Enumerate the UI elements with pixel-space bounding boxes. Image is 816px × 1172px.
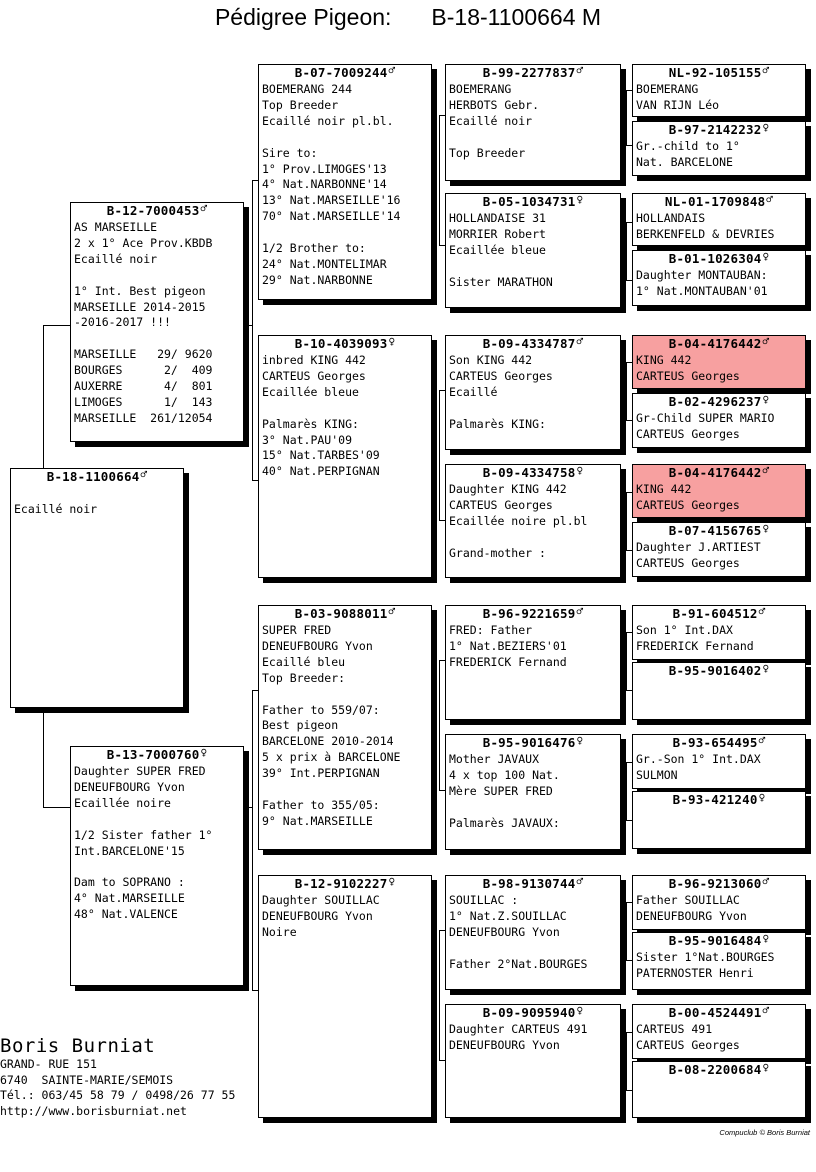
sex-symbol: ♂: [576, 335, 584, 348]
breeder-website-link[interactable]: http://www.borisburniat.net: [0, 1104, 187, 1119]
pedigree-card-gen4: [632, 875, 806, 930]
ring-number: B-93-654495: [672, 735, 758, 750]
ring-number: B-09-4334787: [482, 336, 576, 351]
sex-symbol: ♂: [766, 193, 774, 206]
ring-number: B-02-4296237: [668, 394, 762, 409]
pedigree-card-gen4: [632, 605, 806, 660]
card-text: SUPER FRED DENEUFBOURG Yvon Ecaillé bleu Top Breeder: Father to 559/07: Best pigeon BARCELONE 2010-2014 5 x prix à BARCELONE 39° Int.PERPIGNAN Father to 355/05: 9° Nat.MARSEILLE: [262, 623, 401, 828]
pedigree-card-gen4: [632, 64, 806, 117]
pedigree-card-gen4: [632, 522, 806, 577]
card-text: Ecaillé noir: [14, 501, 98, 516]
connector: [43, 325, 44, 473]
card-text: Gr.-Son 1° Int.DAX SULMON: [636, 752, 761, 782]
connector: [439, 660, 440, 790]
card-text: BOEMERANG 244 Top Breeder Ecaillé noir pl.bl. Sire to: 1° Prov.LIMOGES'13 4° Nat.NARBONNE'14 13° Nat.MARSEILLE'16 70° Nat.MARSEILLE'14 1/2 Brother to: 24° Nat.MONTELIMAR 29° Nat.NARBONNE: [262, 82, 401, 287]
pedigree-card-gen4: [632, 662, 806, 720]
pedigree-card-gen3: [445, 1004, 621, 1118]
card-text: Father SOUILLAC DENEUFBOURG Yvon: [636, 893, 747, 923]
ring-number: B-97-2142232: [668, 122, 762, 137]
sex-symbol: ♀: [576, 734, 584, 747]
card-text: Gr.-child to 1° Nat. BARCELONE: [636, 139, 740, 169]
sex-symbol: ♀: [388, 875, 396, 888]
sex-symbol: ♀: [576, 1004, 584, 1017]
ring-number: B-08-2200684: [668, 1062, 762, 1077]
card-text: Daughter CARTEUS 491 DENEUFBOURG Yvon: [449, 1022, 588, 1052]
card-text: Son KING 442 CARTEUS Georges Ecaillé Palmarès KING:: [449, 353, 553, 431]
card-text: Daughter KING 442 CARTEUS Georges Ecaillée noire pl.bl Grand-mother :: [449, 482, 588, 560]
card-text: KING 442 CARTEUS Georges: [636, 482, 740, 512]
card-text: Daughter J.ARTIEST CARTEUS Georges: [636, 540, 761, 570]
pedigree-card-gen4: [632, 193, 806, 246]
pedigree-card-gen2: [258, 64, 432, 300]
connector: [252, 690, 253, 990]
ring-number: B-03-9088011: [294, 606, 388, 621]
pedigree-card-sire: [70, 202, 244, 442]
pedigree-card-gen4-highlighted: [632, 335, 806, 389]
card-text: Gr-Child SUPER MARIO CARTEUS Georges: [636, 411, 775, 441]
ring-number: B-07-7009244: [294, 65, 388, 80]
ring-number: B-13-7000760: [106, 747, 200, 762]
footer-credit: Compuclub © Boris Burniat: [719, 1128, 810, 1137]
sex-symbol: ♂: [762, 464, 770, 477]
title-label: Pédigree Pigeon:: [214, 4, 392, 30]
ring-number: B-95-9016484: [668, 933, 762, 948]
ring-number: NL-92-105155: [668, 65, 762, 80]
card-text: BOEMERANG HERBOTS Gebr. Ecaillé noir Top Breeder: [449, 82, 540, 160]
pedigree-card-gen2: [258, 875, 432, 1118]
pedigree-card-gen2: [258, 335, 432, 578]
ring-number: B-09-4334758: [482, 465, 576, 480]
breeder-name: Boris Burniat: [0, 1035, 156, 1057]
breeder-address-street: GRAND- RUE 151: [0, 1057, 97, 1071]
pedigree-card-gen4-highlighted: [632, 464, 806, 518]
sex-symbol: ♀: [576, 464, 584, 477]
sex-symbol: ♀: [758, 791, 766, 804]
connector: [243, 807, 253, 808]
pedigree-card-gen4: [632, 393, 806, 448]
sex-symbol: ♂: [576, 605, 584, 618]
pedigree-card-gen3: [445, 734, 621, 850]
ring-number: NL-01-1709848: [664, 194, 766, 209]
title-ring: B-18-1100664 M: [431, 4, 602, 30]
ring-number: B-99-2277837: [482, 65, 576, 80]
sex-symbol: ♂: [576, 875, 584, 888]
sex-symbol: ♂: [200, 202, 208, 215]
card-text: Daughter MONTAUBAN: 1° Nat.MONTAUBAN'01: [636, 268, 768, 298]
sex-symbol: ♂: [576, 64, 584, 77]
ring-number: B-98-9130744: [482, 876, 576, 891]
ring-number: B-12-7000453: [106, 203, 200, 218]
sex-symbol: ♀: [762, 393, 770, 406]
ring-number: B-95-9016476: [482, 735, 576, 750]
sex-symbol: ♂: [140, 468, 148, 481]
pedigree-card-gen2: [258, 605, 432, 850]
sex-symbol: ♀: [762, 250, 770, 263]
sex-symbol: ♀: [200, 746, 208, 759]
pedigree-card-dam: [70, 746, 244, 986]
connector: [626, 90, 627, 145]
pedigree-card-gen3: [445, 464, 621, 578]
pedigree-card-gen4: [632, 734, 806, 789]
connector: [626, 902, 627, 960]
ring-number: B-12-9102227: [294, 876, 388, 891]
connector: [626, 632, 627, 690]
sex-symbol: ♂: [762, 64, 770, 77]
sex-symbol: ♂: [388, 64, 396, 77]
pedigree-card-gen3: [445, 193, 621, 308]
sex-symbol: ♀: [762, 121, 770, 134]
sex-symbol: ♂: [762, 875, 770, 888]
ring-number: B-00-4524491: [668, 1005, 762, 1020]
card-text: BOEMERANG VAN RIJN Léo: [636, 82, 720, 112]
sex-symbol: ♀: [762, 1061, 770, 1074]
connector: [626, 1032, 627, 1090]
card-text: Daughter SUPER FRED DENEUFBOURG Yvon Ecaillée noire 1/2 Sister father 1° Int.BARCELONE'15 Dam to SOPRANO : 4° Nat.MARSEILLE 48° Nat.VALENCE: [74, 764, 213, 922]
card-text: HOLLANDAIS BERKENFELD & DEVRIES: [636, 211, 775, 241]
connector: [43, 807, 70, 808]
card-text: FRED: Father 1° Nat.BEZIERS'01 FREDERICK Fernand: [449, 623, 567, 669]
breeder-phone: Tél.: 063/45 58 79 / 0498/26 77 55: [0, 1088, 236, 1103]
breeder-address-city: 6740 SAINTE-MARIE/SEMOIS: [0, 1072, 174, 1087]
card-text: Daughter SOUILLAC DENEUFBOURG Yvon Noire: [262, 893, 380, 939]
connector: [439, 390, 440, 520]
ring-number: B-96-9221659: [482, 606, 576, 621]
card-text: Son 1° Int.DAX FREDERICK Fernand: [636, 623, 754, 653]
sex-symbol: ♀: [762, 522, 770, 535]
card-text: KING 442 CARTEUS Georges: [636, 353, 740, 383]
card-text: AS MARSEILLE 2 x 1° Ace Prov.KBDB Ecaillé noir 1° Int. Best pigeon MARSEILLE 2014-2015 -2016-2017 !!! MARSEILLE 29/ 9620 BOURGES 2/ 409 AUXERRE 4/ 801 LIMOGES 1/ 143 MARSEILLE 261/12054: [74, 220, 213, 425]
pedigree-card-gen3: [445, 875, 621, 990]
card-text: inbred KING 442 CARTEUS Georges Ecaillée bleue Palmarès KING: 3° Nat.PAU'09 15° Nat.TARBES'09 40° Nat.PERPIGNAN: [262, 353, 380, 479]
card-text: SOUILLAC : 1° Nat.Z.SOUILLAC DENEUFBOURG Yvon Father 2°Nat.BOURGES: [449, 893, 588, 971]
pedigree-card-gen4: [632, 791, 806, 849]
pedigree-card-gen4: [632, 250, 806, 306]
ring-number: B-95-9016402: [668, 663, 762, 678]
pedigree-card-gen3: [445, 335, 621, 450]
pedigree-card-gen4: [632, 121, 806, 176]
ring-number: B-96-9213060: [668, 876, 762, 891]
sex-symbol: ♀: [388, 335, 396, 348]
page-title: [0, 4, 816, 31]
ring-number: B-04-4176442: [668, 465, 762, 480]
ring-number: B-91-604512: [672, 606, 758, 621]
pedigree-card-subject: [10, 468, 184, 708]
sex-symbol: ♂: [762, 1004, 770, 1017]
pedigree-card-gen4: [632, 1004, 806, 1059]
sex-symbol: ♀: [762, 662, 770, 675]
ring-number: B-01-1026304: [668, 251, 762, 266]
card-text: HOLLANDAISE 31 MORRIER Robert Ecaillée bleue Sister MARATHON: [449, 211, 553, 289]
pedigree-card-gen4: [632, 1061, 806, 1118]
connector: [626, 362, 627, 420]
ring-number: B-05-1034731: [482, 194, 576, 209]
sex-symbol: ♂: [388, 605, 396, 618]
ring-number: B-18-1100664: [46, 469, 140, 484]
sex-symbol: ♂: [762, 335, 770, 348]
pedigree-card-gen3: [445, 64, 621, 181]
card-text: Mother JAVAUX 4 x top 100 Nat. Mère SUPER FRED Palmarès JAVAUX:: [449, 752, 560, 830]
ring-number: B-09-9095940: [482, 1005, 576, 1020]
ring-number: B-93-421240: [672, 792, 758, 807]
sex-symbol: ♂: [758, 734, 766, 747]
connector: [626, 492, 627, 550]
connector: [626, 762, 627, 820]
connector: [439, 930, 440, 1060]
ring-number: B-04-4176442: [668, 336, 762, 351]
connector: [243, 325, 253, 326]
sex-symbol: ♀: [576, 193, 584, 206]
sex-symbol: ♀: [762, 932, 770, 945]
connector: [43, 707, 44, 807]
connector: [252, 180, 253, 480]
card-text: CARTEUS 491 CARTEUS Georges: [636, 1022, 740, 1052]
breeder-info: [0, 1035, 235, 1120]
ring-number: B-07-4156765: [668, 523, 762, 538]
ring-number: B-10-4039093: [294, 336, 388, 351]
card-text: Sister 1°Nat.BOURGES PATERNOSTER Henri: [636, 950, 775, 980]
connector: [439, 115, 440, 245]
sex-symbol: ♂: [758, 605, 766, 618]
connector: [626, 222, 627, 280]
pedigree-card-gen4: [632, 932, 806, 990]
connector: [43, 325, 70, 326]
pedigree-card-gen3: [445, 605, 621, 720]
